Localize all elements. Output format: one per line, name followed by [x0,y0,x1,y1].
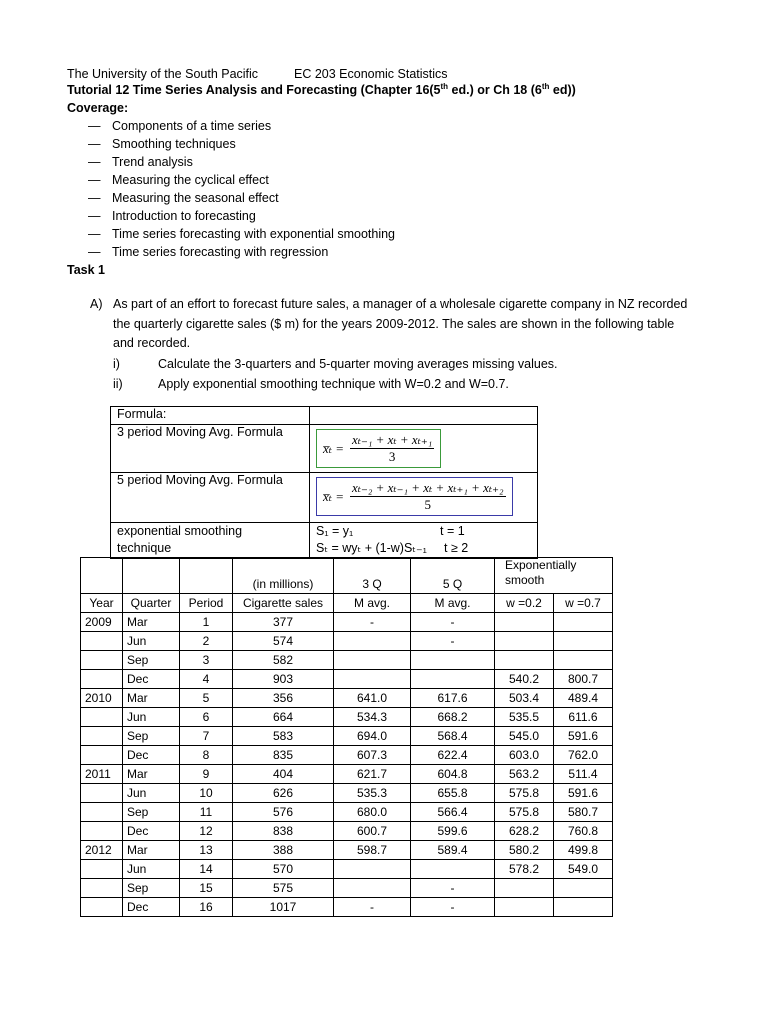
coverage-item-text: Time series forecasting with exponential smoothing [112,227,396,241]
ma3-lhs: x̅ₜ = [323,440,344,456]
cell-ma3 [334,670,411,689]
coverage-label: Coverage: [67,101,129,115]
coverage-item [88,208,256,224]
cell-w02: 503.4 [495,689,554,708]
cell-period: 8 [180,746,233,765]
cell-ma5 [411,651,495,670]
cell-w02: 575.8 [495,784,554,803]
cell-ma5: 617.6 [411,689,495,708]
coverage-item-text: Measuring the seasonal effect [112,191,279,205]
cell-ma5 [411,670,495,689]
formula-table [110,406,538,559]
ma5-fraction [350,480,506,513]
cell-ma5: 599.6 [411,822,495,841]
cell-year [81,860,123,879]
es-formula [310,523,538,559]
cell-ma3 [334,860,411,879]
table-row [81,822,613,841]
cell-ma3: 600.7 [334,822,411,841]
cell-w07: 762.0 [554,746,613,765]
cell-year [81,632,123,651]
cell-ma5: 566.4 [411,803,495,822]
cell-w02: 563.2 [495,765,554,784]
ma5-lhs: x̅ₜ = [323,488,344,504]
table-row [81,708,613,727]
cell-year [81,803,123,822]
header-5q: 5 Q [411,558,495,594]
cell-period: 3 [180,651,233,670]
cell-ma5: 655.8 [411,784,495,803]
table-row [81,727,613,746]
cell-sales: 576 [233,803,334,822]
cell-w02 [495,651,554,670]
cell-period: 1 [180,613,233,632]
cell-period: 9 [180,765,233,784]
task-a-label: A) [90,297,103,311]
task-i-label: i) [113,357,120,371]
table-row [81,860,613,879]
cell-year: 2010 [81,689,123,708]
cell-ma5: - [411,632,495,651]
cell-quarter: Mar [123,689,180,708]
cell-period: 12 [180,822,233,841]
cell-w07 [554,651,613,670]
cell-ma3: 641.0 [334,689,411,708]
cell-quarter: Jun [123,784,180,803]
table-row [81,689,613,708]
cell-ma3 [334,879,411,898]
cell-period: 7 [180,727,233,746]
table-row [81,898,613,917]
cell-period: 4 [180,670,233,689]
cell-sales: 838 [233,822,334,841]
cell-w07 [554,613,613,632]
cell-w07 [554,898,613,917]
cell-period: 2 [180,632,233,651]
task-a-line3: and recorded. [113,336,191,350]
table-row [81,803,613,822]
cell-year [81,784,123,803]
cell-quarter: Mar [123,841,180,860]
tutorial-title: Tutorial 12 Time Series Analysis and Forecasting (Chapter 16(5th ed.) or Ch 18 (6th ed)) [67,81,576,97]
cell-year [81,879,123,898]
coverage-item [88,136,236,152]
col-sales: Cigarette sales [233,594,334,613]
table-row [81,841,613,860]
col-w07: w =0.7 [554,594,613,613]
cell-ma3: 694.0 [334,727,411,746]
cell-w02: 545.0 [495,727,554,746]
formula-header: Formula: [111,407,310,425]
task-label: Task 1 [67,263,105,277]
cell-quarter: Sep [123,879,180,898]
cell-w07 [554,632,613,651]
coverage-item-text: Trend analysis [112,155,193,169]
cell-sales: 574 [233,632,334,651]
es-cond1: t = 1 [440,524,465,538]
cell-w07 [554,879,613,898]
cell-ma3: - [334,898,411,917]
header-empty-quarter [123,558,180,594]
ma5-formula [310,473,538,523]
table-row [81,765,613,784]
cell-w02: 578.2 [495,860,554,879]
cell-quarter: Dec [123,670,180,689]
cell-ma3: 621.7 [334,765,411,784]
coverage-item [88,154,193,170]
cell-ma3: 535.3 [334,784,411,803]
cell-w07: 499.8 [554,841,613,860]
coverage-item [88,226,395,242]
bullet-dash: — [88,191,101,205]
cell-w02 [495,613,554,632]
coverage-item [88,244,328,260]
cell-ma3: 534.3 [334,708,411,727]
cell-ma3 [334,632,411,651]
header-empty-year [81,558,123,594]
cell-period: 6 [180,708,233,727]
cell-ma3: 680.0 [334,803,411,822]
cell-year [81,651,123,670]
task-a-line2: the quarterly cigarette sales ($ m) for the years 2009-2012. The sales are shown in the following table [113,317,675,331]
cell-quarter: Jun [123,860,180,879]
col-5q: M avg. [411,594,495,613]
cell-quarter: Mar [123,765,180,784]
cell-ma3: 607.3 [334,746,411,765]
table-row [81,651,613,670]
es-label [111,523,310,559]
coverage-item [88,172,269,188]
cell-sales: 582 [233,651,334,670]
cell-year: 2012 [81,841,123,860]
table-row [81,746,613,765]
bullet-dash: — [88,209,101,223]
cell-year [81,708,123,727]
ma5-label: 5 period Moving Avg. Formula [111,473,310,523]
col-3q: M avg. [334,594,411,613]
cell-ma5: - [411,898,495,917]
cell-ma5: - [411,879,495,898]
coverage-item [88,118,271,134]
cell-ma3: 598.7 [334,841,411,860]
es-label-line2: technique [117,541,172,555]
sales-table [80,557,613,917]
cell-sales: 1017 [233,898,334,917]
cell-period: 11 [180,803,233,822]
cell-sales: 583 [233,727,334,746]
ma5-numerator: xₜ₋₂ + xₜ₋₁ + xₜ + xₜ₊₁ + xₜ₊₂ [352,480,504,495]
col-w02: w =0.2 [495,594,554,613]
header-empty-period [180,558,233,594]
cell-ma5: - [411,613,495,632]
coverage-item-text: Time series forecasting with regression [112,245,329,259]
coverage-item [88,190,279,206]
cell-w02: 603.0 [495,746,554,765]
header-exp: Exponentially smooth [495,558,613,594]
ma3-denominator: 3 [388,449,396,464]
cell-quarter: Sep [123,651,180,670]
es-line2: Sₜ = wyₜ + (1-w)Sₜ₋₁ [316,541,427,555]
table-row [81,879,613,898]
cell-ma5: 622.4 [411,746,495,765]
es-label-line1: exponential smoothing [117,524,243,538]
bullet-dash: — [88,173,101,187]
coverage-item-text: Smoothing techniques [112,137,236,151]
cell-w07: 489.4 [554,689,613,708]
task-a-line1: As part of an effort to forecast future sales, a manager of a wholesale cigarette company in NZ recorded [113,297,688,311]
ma3-formula [310,425,538,473]
cell-year [81,670,123,689]
bullet-dash: — [88,245,101,259]
course-title: EC 203 Economic Statistics [294,67,448,81]
cell-w02: 575.8 [495,803,554,822]
ma3-label: 3 period Moving Avg. Formula [111,425,310,473]
cell-year [81,727,123,746]
cell-quarter: Jun [123,632,180,651]
cell-w07: 591.6 [554,784,613,803]
col-year: Year [81,594,123,613]
cell-w07: 580.7 [554,803,613,822]
cell-quarter: Jun [123,708,180,727]
cell-sales: 388 [233,841,334,860]
table-row [81,613,613,632]
cell-w07: 591.6 [554,727,613,746]
cell-quarter: Mar [123,613,180,632]
cell-quarter: Sep [123,727,180,746]
col-period: Period [180,594,233,613]
cell-year [81,898,123,917]
cell-ma3 [334,651,411,670]
cell-sales: 404 [233,765,334,784]
cell-quarter: Dec [123,822,180,841]
cell-year: 2009 [81,613,123,632]
cell-sales: 356 [233,689,334,708]
cell-period: 10 [180,784,233,803]
cell-quarter: Dec [123,746,180,765]
cell-ma5 [411,860,495,879]
cell-year: 2011 [81,765,123,784]
cell-quarter: Sep [123,803,180,822]
cell-sales: 575 [233,879,334,898]
formula-header-empty [310,407,538,425]
task-ii-label: ii) [113,377,123,391]
table-row [81,632,613,651]
cell-period: 5 [180,689,233,708]
header-millions: (in millions) [233,558,334,594]
cell-ma5: 668.2 [411,708,495,727]
ma5-formula-box [316,477,513,516]
cell-w07: 511.4 [554,765,613,784]
col-quarter: Quarter [123,594,180,613]
cell-ma3: - [334,613,411,632]
cell-w07: 760.8 [554,822,613,841]
cell-w07: 800.7 [554,670,613,689]
cell-w02: 535.5 [495,708,554,727]
cell-w02 [495,898,554,917]
table-row [81,784,613,803]
cell-year [81,822,123,841]
es-line1: S₁ = y₁ [316,524,354,538]
bullet-dash: — [88,137,101,151]
coverage-item-text: Introduction to forecasting [112,209,256,223]
cell-sales: 903 [233,670,334,689]
coverage-item-text: Components of a time series [112,119,272,133]
cell-sales: 626 [233,784,334,803]
cell-ma5: 568.4 [411,727,495,746]
cell-ma5: 589.4 [411,841,495,860]
cell-period: 14 [180,860,233,879]
cell-w02: 540.2 [495,670,554,689]
cell-w07: 549.0 [554,860,613,879]
cell-sales: 835 [233,746,334,765]
ma5-denominator: 5 [424,497,431,512]
cell-period: 16 [180,898,233,917]
cell-sales: 664 [233,708,334,727]
bullet-dash: — [88,119,101,133]
cell-sales: 570 [233,860,334,879]
header-3q: 3 Q [334,558,411,594]
cell-w02 [495,879,554,898]
cell-w02: 580.2 [495,841,554,860]
cell-period: 15 [180,879,233,898]
bullet-dash: — [88,227,101,241]
cell-sales: 377 [233,613,334,632]
university-name: The University of the South Pacific [67,67,259,81]
task-ii-text: Apply exponential smoothing technique with W=0.2 and W=0.7. [158,377,509,391]
task-i-text: Calculate the 3-quarters and 5-quarter moving averages missing values. [158,357,558,371]
es-cond2: t ≥ 2 [444,541,469,555]
cell-w07: 611.6 [554,708,613,727]
cell-w02 [495,632,554,651]
cell-quarter: Dec [123,898,180,917]
bullet-dash: — [88,155,101,169]
table-row [81,670,613,689]
cell-ma5: 604.8 [411,765,495,784]
cell-w02: 628.2 [495,822,554,841]
ma3-fraction [350,432,434,465]
cell-year [81,746,123,765]
cell-period: 13 [180,841,233,860]
table-body [81,613,613,917]
ma3-numerator: xₜ₋₁ + xₜ + xₜ₊₁ [352,432,433,447]
ma3-formula-box [316,429,441,468]
coverage-item-text: Measuring the cyclical effect [112,173,269,187]
